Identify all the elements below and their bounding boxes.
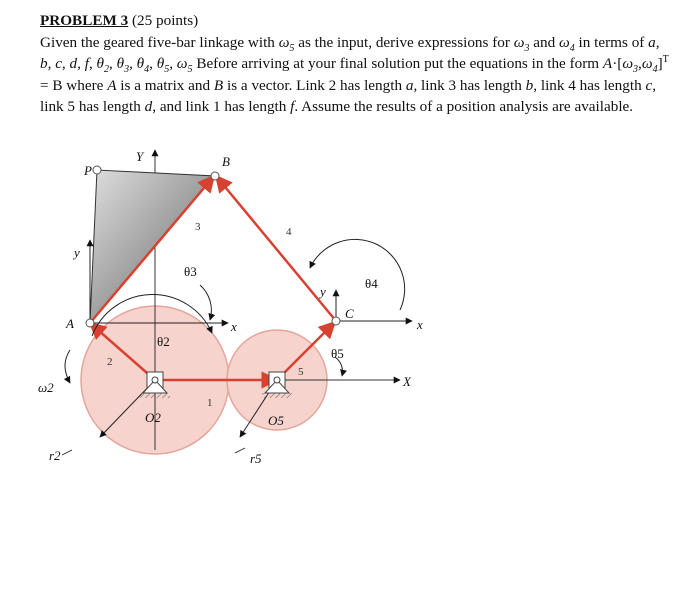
joint-B (211, 172, 219, 180)
joint-C (332, 317, 340, 325)
link-4 (216, 176, 336, 321)
label-x-mid: x (231, 319, 237, 334)
label-O2: O2 (145, 410, 161, 425)
text-segment: as the input, derive expressions for (298, 33, 510, 51)
math-a: a (405, 76, 414, 94)
label-O5: O5 (268, 413, 284, 428)
r2-tick (62, 450, 72, 455)
text-segment: Given the geared five-bar linkage with (40, 33, 275, 51)
math-A: A (107, 76, 117, 94)
math-omega: $\omega_5$ (278, 33, 295, 54)
math-omega: $\omega_5$ (176, 55, 193, 76)
label-r2: r2 (49, 448, 61, 463)
theta4-arc (310, 239, 405, 310)
problem-heading: PROBLEM 3 (40, 12, 129, 29)
label-C: C (345, 306, 354, 321)
text-segment: Before arriving at your final solution put the equations in the form (196, 55, 600, 72)
label-theta2: θ2 (157, 334, 170, 349)
label-link5: 5 (298, 366, 304, 378)
math-theta: $\theta_2$ (96, 55, 109, 76)
math-c: c (645, 76, 653, 94)
label-theta5: θ5 (331, 346, 344, 361)
point-P (93, 166, 101, 174)
label-link1: 1 (207, 397, 213, 409)
text-segment: in terms of (578, 33, 645, 51)
label-link2: 2 (107, 356, 113, 368)
label-theta4: θ4 (365, 276, 378, 291)
math-B: B (213, 76, 224, 94)
problem-body: Given the geared five-bar linkage with $\omega_5$ as the input, derive expressions for $\omega_3$ and $\omega_4$ in terms of a, b, c, d, f, $\theta_2$, $\theta_3$, $\theta_4$, $\theta_5$, $\omega_5$ Before arriving at your final solution put the equations in the form $A\cdot[\omega_3,\omega_4]^T = B$ where A is a matrix and B is a vector. Link 2 has length a, link 3 has length b, link 4 has length c, link 5 has length d, and link 1 has length f. Assume the results of a position analysis are available. (40, 33, 669, 115)
label-x-right: x (417, 317, 423, 332)
math-omega: $\omega_3$ (513, 33, 530, 54)
label-link4: 4 (286, 226, 292, 238)
label-P: P (84, 163, 92, 178)
math-d: d (144, 98, 153, 115)
text-segment: where (66, 76, 104, 94)
omega2-arrow (65, 350, 70, 383)
math-omega: $\omega_4$ (641, 55, 658, 76)
label-Y-top: Y (136, 149, 144, 164)
math-omega: $\omega_4$ (559, 33, 575, 54)
label-A: A (66, 316, 74, 331)
math-vars: a, b, c, d, f (40, 33, 660, 72)
label-y-left: y (74, 245, 80, 260)
label-X-axis: X (403, 374, 411, 389)
math-theta: $\theta_5$ (156, 55, 170, 76)
r5-tick (235, 448, 245, 453)
math-f: f (290, 98, 295, 115)
label-link3: 3 (195, 221, 201, 233)
label-B: B (222, 154, 230, 169)
label-y-right: y (320, 284, 326, 299)
math-A: A (602, 55, 613, 72)
label-omega2: ω2 (38, 380, 54, 395)
math-b: b (525, 76, 534, 94)
text-segment: and (533, 33, 556, 51)
label-theta3: θ3 (184, 264, 197, 279)
text-segment: is a matrix and (120, 76, 211, 94)
math-omega: $\omega_3$ (622, 55, 639, 76)
theta3-arc (200, 285, 211, 320)
math-theta: $\theta_3$ (116, 55, 130, 76)
math-theta: $\theta_4$ (136, 55, 150, 76)
joint-A (86, 319, 94, 327)
text-segment: = B (40, 76, 63, 94)
text-segment: is a vector. Link 2 has length (227, 76, 403, 94)
problem-points: (25 points) (131, 12, 199, 29)
label-r5: r5 (250, 451, 262, 466)
